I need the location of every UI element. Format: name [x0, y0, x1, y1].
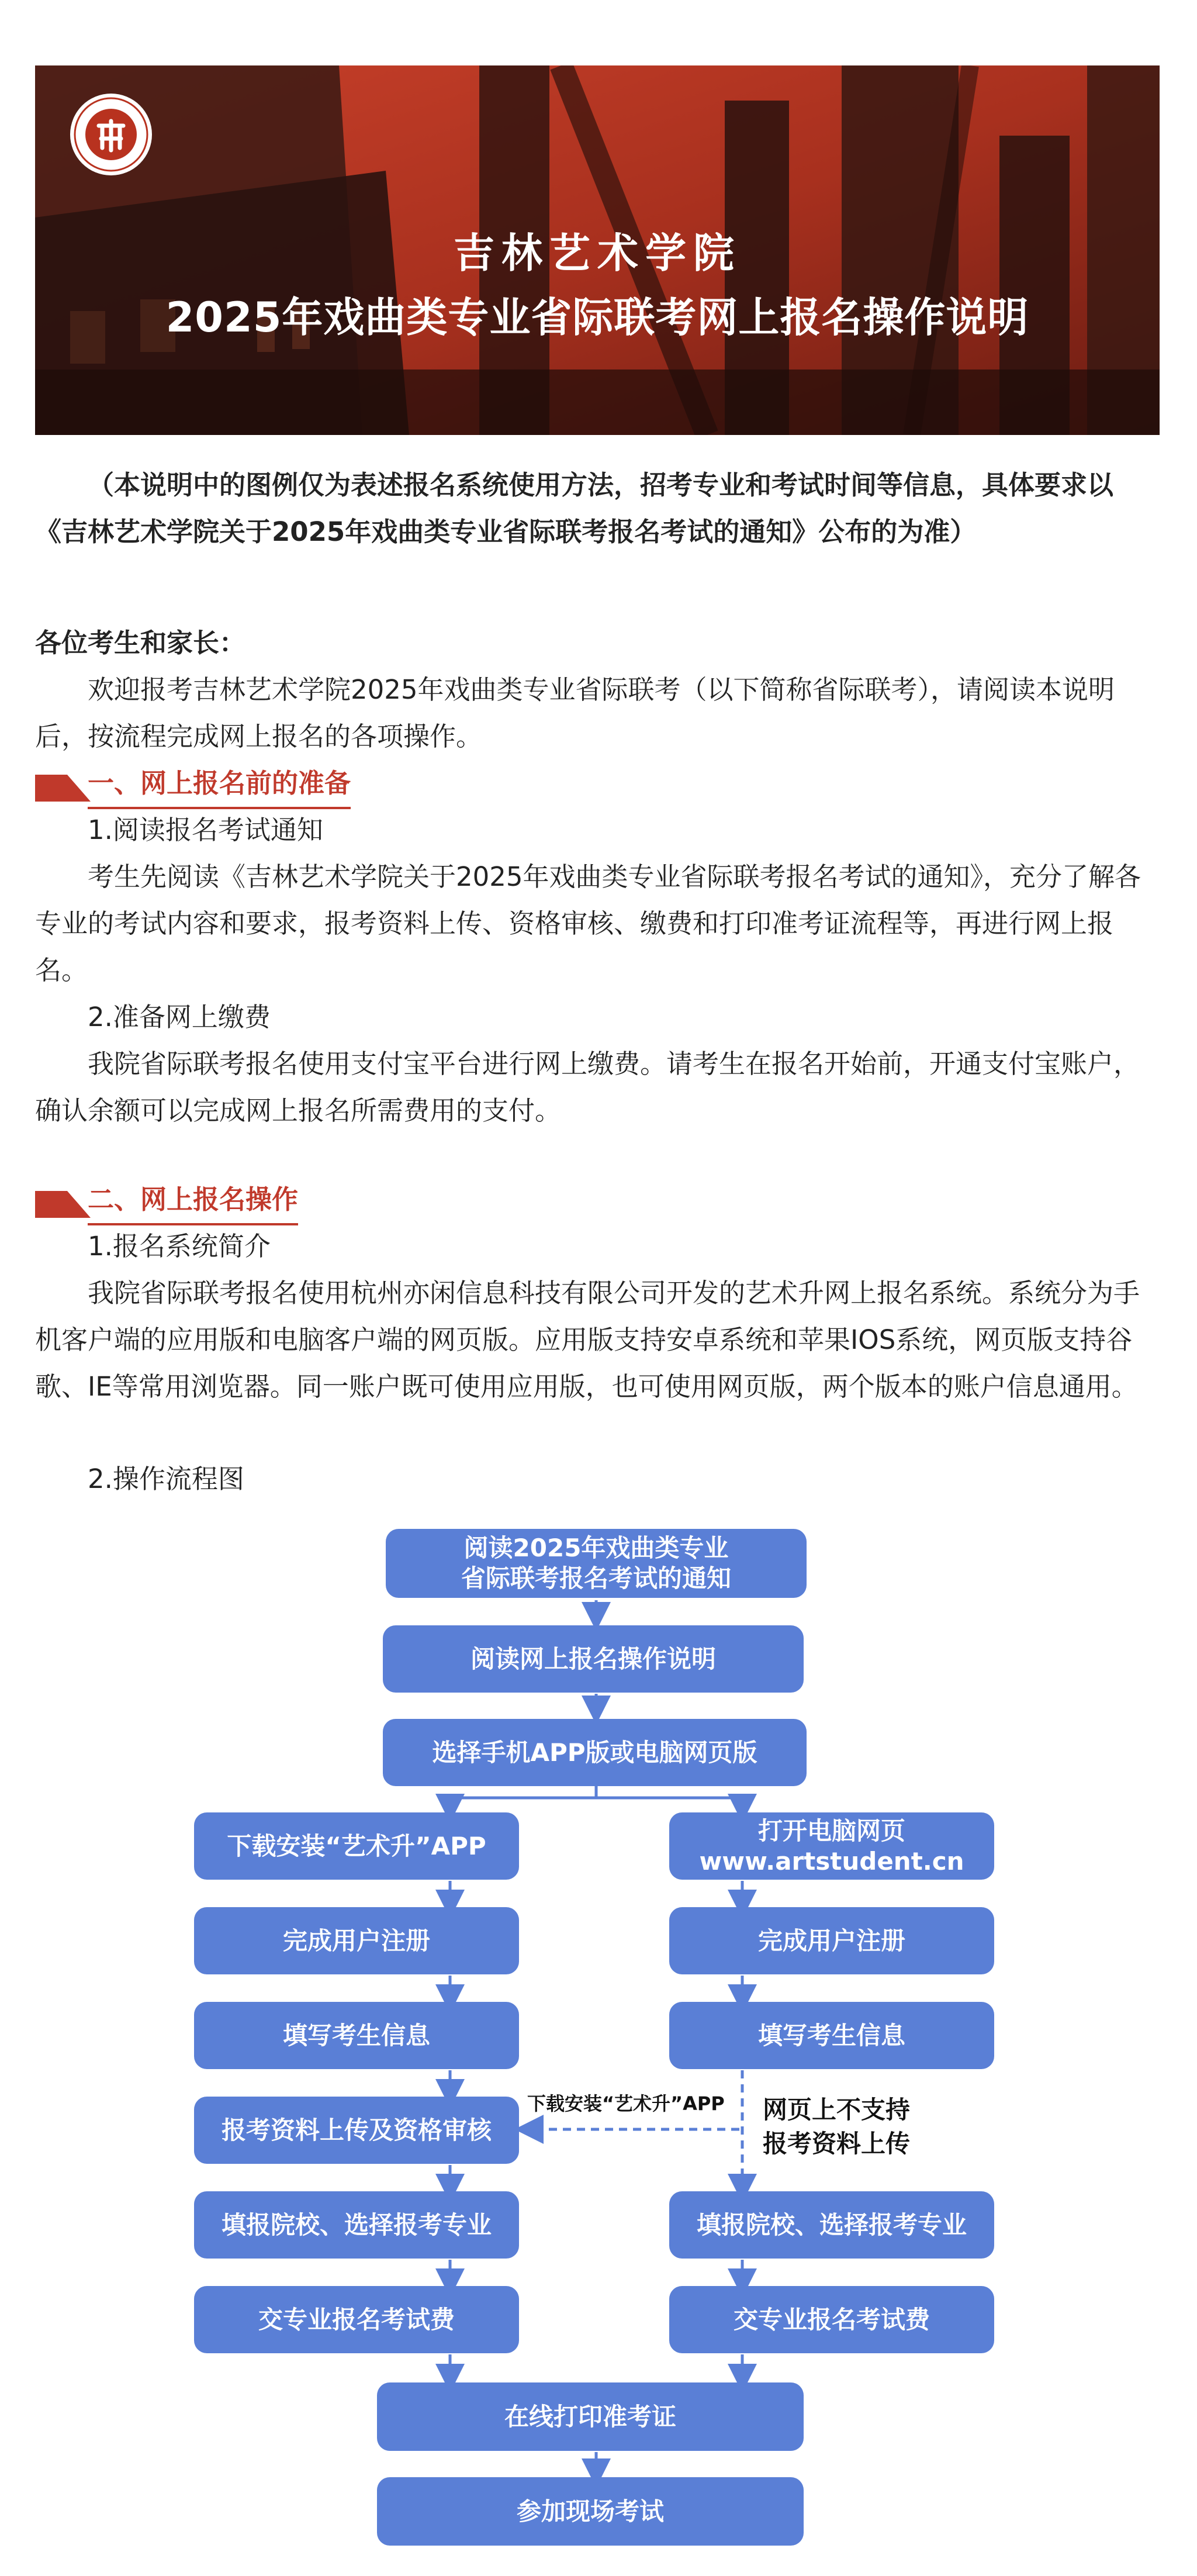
section2-heading [35, 1176, 479, 1223]
flow-right-open-website-url: www.artstudent.cn [699, 1846, 964, 1876]
header-banner [35, 65, 1160, 435]
banner-title: 吉林艺术学院 [454, 229, 741, 277]
flow-right-choose-major: 填报院校、选择报考专业 [669, 2191, 994, 2259]
section1-heading [35, 760, 479, 807]
flow-left-fill-info: 填写考生信息 [194, 2002, 519, 2069]
section2-heading-text: 二、网上报名操作 [88, 1176, 298, 1225]
university-seal-icon [68, 92, 154, 177]
section1-item1-title: 1.阅读报名考试通知 [88, 814, 323, 845]
section-marker-icon [35, 775, 91, 802]
flow-left-pay-fee: 交专业报名考试费 [194, 2286, 519, 2353]
section1-item2-title: 2.准备网上缴费 [88, 1002, 271, 1033]
flow-step-read-instructions: 阅读网上报名操作说明 [383, 1625, 804, 1693]
intro-note: （本说明中的图例仅为表述报名系统使用方法，招考专业和考试时间等信息，具体要求以《吉林艺术学院关于2025年戏曲类专业省际联考报名考试的通知》公布的为准） [35, 469, 1114, 547]
section2-item2-title: 2.操作流程图 [88, 1463, 244, 1494]
welcome-paragraph: 欢迎报考吉林艺术学院2025年戏曲类专业省际联考（以下简称省际联考），请阅读本说明后，按流程完成网上报名的各项操作。 [35, 674, 1115, 752]
section1-item2-text: 我院省际联考报名使用支付宝平台进行网上缴费。请考生在报名开始前，开通支付宝账户，确认余额可以完成网上报名所需费用的支付。 [35, 1048, 1140, 1126]
flow-step-read-notice-line2: 省际联考报名考试的通知 [461, 1564, 731, 1593]
banner-subtitle: 2025年戏曲类专业省际联考网上报名操作说明 [165, 293, 1029, 341]
flow-step-read-notice-line1: 阅读2025年戏曲类专业 [463, 1534, 729, 1562]
flow-right-open-website [669, 1812, 994, 1880]
flow-dashed-label: 下载安装“艺术升”APP [527, 2092, 725, 2115]
university-logo [68, 92, 154, 177]
section2-item1-title: 1.报名系统简介 [88, 1231, 271, 1262]
flow-left-register: 完成用户注册 [194, 1907, 519, 1974]
flow-step-read-notice [386, 1529, 807, 1598]
section1-item1-text: 考生先阅读《吉林艺术学院关于2025年戏曲类专业省际联考报名考试的通知》，充分了解各专业的考试内容和要求，报考资料上传、资格审核、缴费和打印准考证流程等，再进行网上报名。 [35, 861, 1141, 986]
flow-left-download-app: 下载安装“艺术升”APP [194, 1812, 519, 1880]
flow-right-register: 完成用户注册 [669, 1907, 994, 1974]
section1-heading-text: 一、网上报名前的准备 [88, 760, 351, 809]
section-marker-icon [35, 1191, 91, 1218]
flow-side-note-line2: 报考资料上传 [763, 2129, 911, 2158]
flow-step-choose-version: 选择手机APP版或电脑网页版 [383, 1719, 807, 1786]
flow-right-open-website-line1: 打开电脑网页 [757, 1816, 905, 1845]
flow-right-pay-fee: 交专业报名考试费 [669, 2286, 994, 2353]
section2-item1-text: 我院省际联考报名使用杭州亦闲信息科技有限公司开发的艺术升网上报名系统。系统分为手机客户端的应用版和电脑客户端的网页版。应用版支持安卓系统和苹果IOS系统，网页版支持谷歌、IE等常用浏览器。同一账户既可使用应用版，也可使用网页版，两个版本的账户信息通用。 [35, 1277, 1140, 1402]
flow-side-note [763, 2093, 910, 2161]
flowchart [0, 1514, 1197, 2576]
flow-left-upload-review: 报考资料上传及资格审核 [194, 2097, 519, 2164]
flow-step-attend-exam: 参加现场考试 [377, 2477, 804, 2546]
greeting: 各位考生和家长： [35, 627, 246, 658]
flow-step-print-admission: 在线打印准考证 [377, 2382, 804, 2451]
flow-side-note-line1: 网页上不支持 [763, 2095, 911, 2124]
flow-right-fill-info: 填写考生信息 [669, 2002, 994, 2069]
flow-left-choose-major: 填报院校、选择报考专业 [194, 2191, 519, 2259]
